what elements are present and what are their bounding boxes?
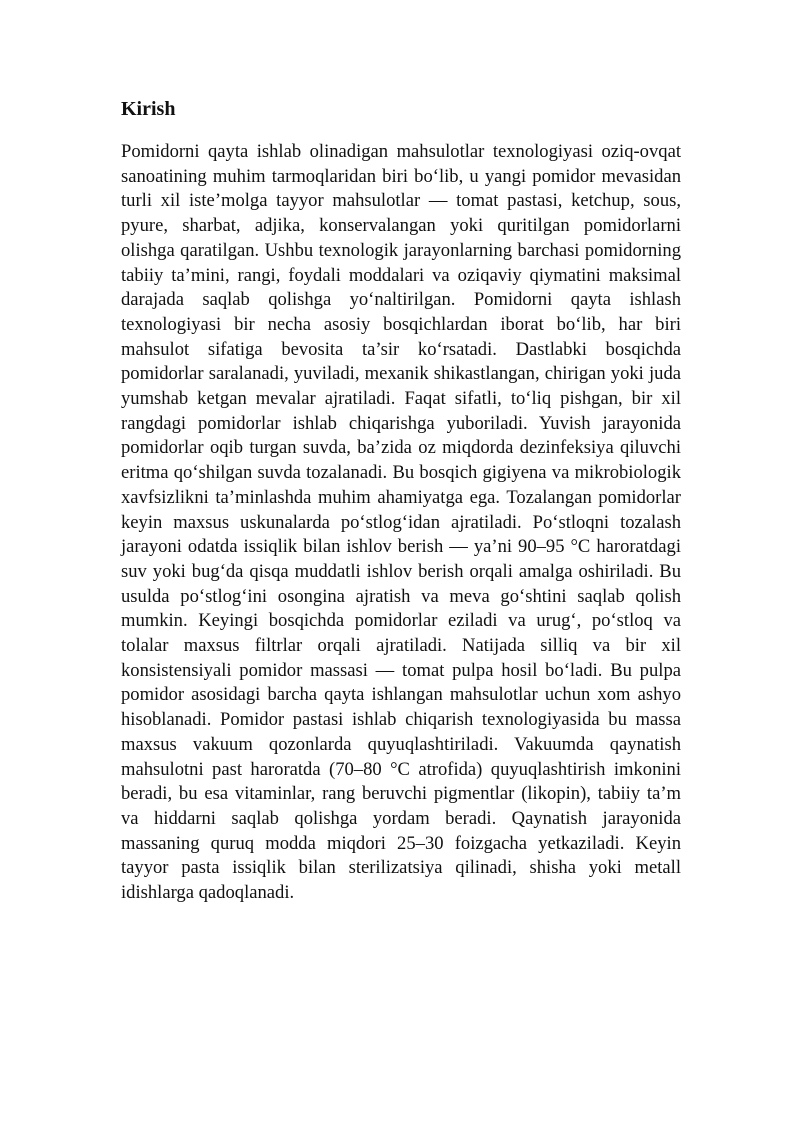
document-body bbox=[121, 94, 681, 906]
body-paragraph: Pomidorni qayta ishlab olinadigan mahsulotlar texnologiyasi oziq-ovqat sanoatining muhim tarmoqlaridan biri bo‘lib, u yangi pomidor mevasidan turli xil iste’molga tayyor mahsulotlar — tomat pastasi, ketchup, sous, pyure, sharbat, adjika, konservalangan yoki quritilgan pomidorlarni olishga qaratilgan. Ushbu texnologik jarayonlarning barchasi pomidorning tabiiy ta’mini, rangi, foydali moddalari va oziqaviy qiymatini maksimal darajada saqlab qolishga yo‘naltirilgan. Pomidorni qayta ishlash texnologiyasi bir necha asosiy bosqichlardan iborat bo‘lib, har biri mahsulot sifatiga bevosita ta’sir ko‘rsatadi. Dastlabki bosqichda pomidorlar saralanadi, yuviladi, mexanik shikastlangan, chirigan yoki juda yumshab ketgan mevalar ajratiladi. Faqat sifatli, to‘liq pishgan, bir xil rangdagi pomidorlar ishlab chiqarishga yuboriladi. Yuvish jarayonida pomidorlar oqib turgan suvda, ba’zida oz miqdorda dezinfeksiya qiluvchi eritma qo‘shilgan suvda tozalanadi. Bu bosqich gigiyena va mikrobiologik xavfsizlikni ta’minlashda muhim ahamiyatga ega. Tozalangan pomidorlar keyin maxsus uskunalarda po‘stlog‘idan ajratiladi. Po‘stloqni tozalash jarayoni odatda issiqlik bilan ishlov berish — ya’ni 90–95 °C haroratdagi suv yoki bug‘da qisqa muddatli ishlov berish orqali amalga oshiriladi. Bu usulda po‘stlog‘ini osongina ajratish va meva go‘shtini saqlab qolish mumkin. Keyingi bosqichda pomidorlar eziladi va urug‘, po‘stloq va tolalar maxsus filtrlar orqali ajratiladi. Natijada silliq va bir xil konsistensiyali pomidor massasi — tomat pulpa hosil bo‘ladi. Bu pulpa pomidor asosidagi barcha qayta ishlangan mahsulotlar uchun xom ashyo hisoblanadi. Pomidor pastasi ishlab chiqarish texnologiyasida bu massa maxsus vakuum qozonlarda quyuqlashtiriladi. Vakuumda qaynatish mahsulotni past haroratda (70–80 °C atrofida) quyuqlashtirish imkonini beradi, bu esa vitaminlar, rang beruvchi pigmentlar (likopin), tabiiy ta’m va hiddarni saqlab qolishga yordam beradi. Qaynatish jarayonida massaning quruq modda miqdori 25–30 foizgacha yetkaziladi. Keyin tayyor pasta issiqlik bilan sterilizatsiya qilinadi, shisha yoki metall idishlarga qadoqlanadi. bbox=[121, 141, 681, 904]
section-heading: Kirish bbox=[121, 98, 176, 120]
